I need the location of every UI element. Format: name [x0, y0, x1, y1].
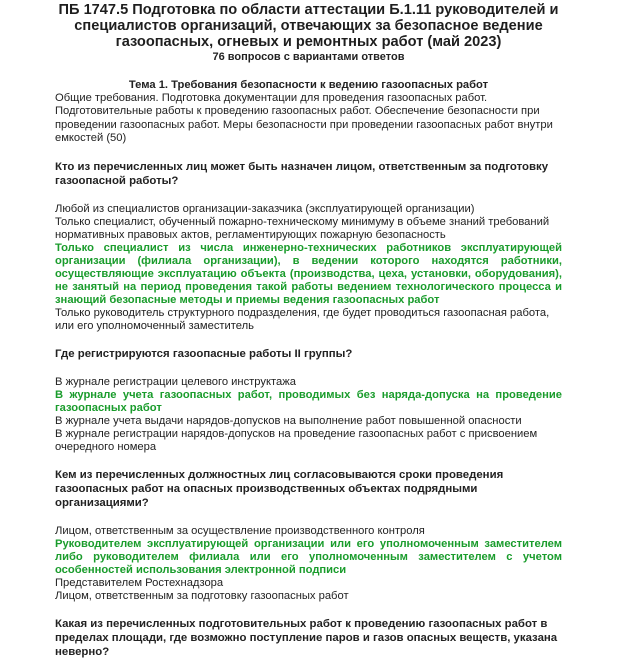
question-block-3 — [55, 468, 562, 603]
answer-list — [55, 525, 562, 603]
document-subtitle: 76 вопросов с вариантами ответов — [212, 51, 405, 63]
answer-option: Лицом, ответственным за подготовку газоопасных работ — [55, 589, 349, 602]
topic-section — [55, 79, 562, 146]
answer-option: В журнале регистрации целевого инструктажа — [55, 375, 296, 388]
correct-answer-option: В журнале учета газоопасных работ, проводимых без наряда-допуска на проведение газоопасных работ — [55, 388, 562, 414]
question-text: Кто из перечисленных лиц может быть назначен лицом, ответственным за подготовку газоопасной работы? — [55, 160, 549, 187]
answer-list — [55, 203, 562, 333]
answer-list — [55, 376, 562, 454]
question-block-1 — [55, 160, 562, 333]
answer-option: В журнале регистрации нарядов-допусков на проведение газоопасных работ с присвоением очередного номера — [55, 427, 538, 453]
correct-answer-option: Только специалист из числа инженерно-технических работников эксплуатирующей организации (филиала организации), в ведении которого находятся работники, осуществляющие эксплуатацию объекта (производства, цеха, установки, оборудования), не занятый на период проведения такой работы ведением технологического процесса и знающий безопасные методы и приемы ведения газоопасных работ — [55, 241, 562, 306]
answer-option: Только специалист, обученный пожарно-техническому минимуму в объеме знаний требований нормативных правовых актов, регламентирующих пожарную безопасность — [55, 215, 550, 241]
question-block-2 — [55, 347, 562, 454]
answer-option: Лицом, ответственным за осуществление производственного контроля — [55, 524, 425, 537]
answer-option: Любой из специалистов организации-заказчика (эксплуатирующей организации) — [55, 202, 475, 215]
question-text: Какая из перечисленных подготовительных работ к проведению газоопасных работ в пределах площади, где возможно поступление паров и газов опасных веществ, указана неверно? — [55, 617, 558, 658]
answer-option: Только руководитель структурного подразделения, где будет проводиться газоопасная работа, или его уполномоченный заместитель — [55, 306, 550, 332]
question-text: Кем из перечисленных должностных лиц согласовываются сроки проведения газоопасных работ на опасных производственных объектах подрядными организациями? — [55, 468, 504, 509]
correct-answer-option: Руководителем эксплуатирующей организации или его уполномоченным заместителем либо руководителем филиала или его уполномоченным заместителем с учетом особенностей использования электронной подписи — [55, 537, 562, 576]
question-block-4 — [55, 617, 562, 659]
answer-option: В журнале учета выдачи нарядов-допусков на выполнение работ повышенной опасности — [55, 414, 522, 427]
topic-heading: Тема 1. Требования безопасности к ведению газоопасных работ — [128, 79, 489, 91]
topic-description: Общие требования. Подготовка документации для проведения газоопасных работ. Подготовительные работы к проведению газоопасных работ. Обеспечение безопасности при проведении газоопасных работ. Меры безопасности при проведении газоопасных работ внутри емкостей (50) — [55, 92, 553, 145]
document-title: ПБ 1747.5 Подготовка по области аттестации Б.1.11 руководителей и специалистов организаций, отвечающих за безопасное ведение газоопасных, огневых и ремонтных работ (май 2023) — [58, 2, 559, 50]
question-text: Где регистрируются газоопасные работы II группы? — [55, 347, 353, 360]
answer-option: Представителем Ростехнадзора — [55, 576, 224, 589]
